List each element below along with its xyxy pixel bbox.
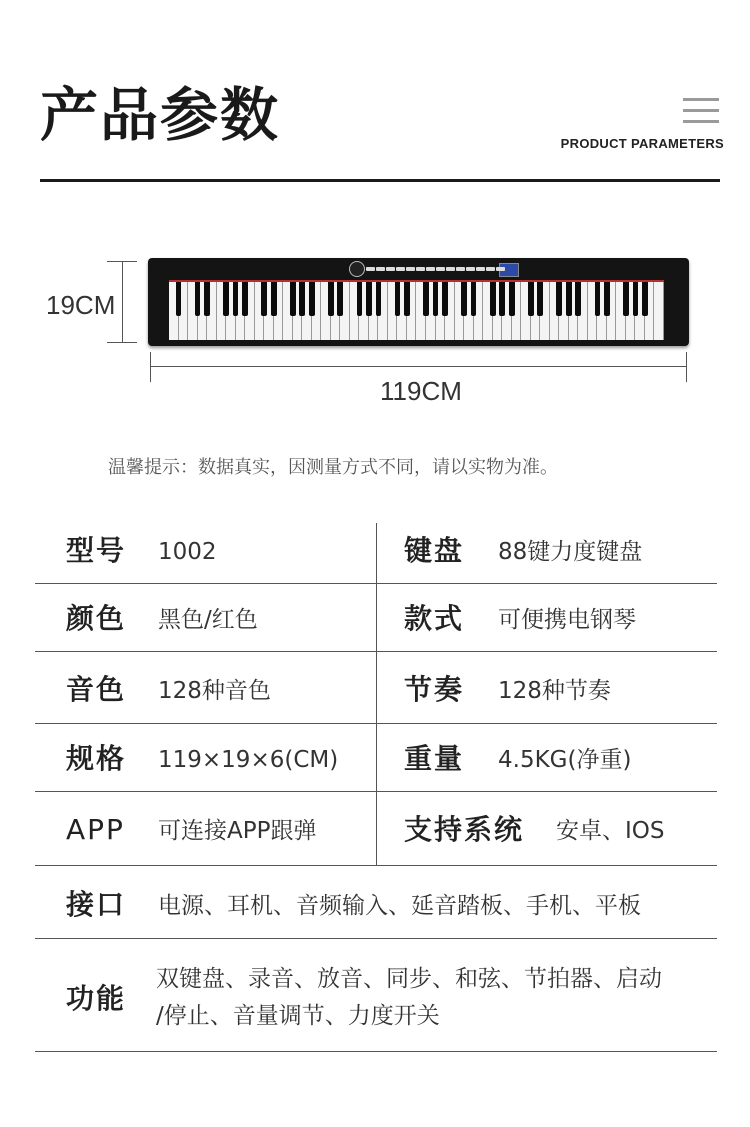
- width-label: 119CM: [380, 376, 462, 406]
- width-dimension-right-tick: [686, 352, 687, 382]
- black-key: [309, 282, 315, 316]
- tone-value: 128种音色: [158, 678, 271, 704]
- menu-icon[interactable]: [683, 98, 719, 124]
- black-key: [595, 282, 601, 316]
- rhythm-label: 节奏: [404, 673, 465, 706]
- black-key: [442, 282, 448, 316]
- black-key: [271, 282, 277, 316]
- black-key: [223, 282, 229, 316]
- black-key: [461, 282, 467, 316]
- black-key: [423, 282, 429, 316]
- black-key: [395, 282, 401, 316]
- model-value: 1002: [158, 539, 217, 565]
- width-dimension-line: [150, 366, 686, 367]
- table-divider: [35, 938, 717, 939]
- piano-keys: [169, 280, 664, 340]
- panel-button-icon: [496, 267, 505, 271]
- control-panel: [148, 258, 689, 280]
- height-label: 19CM: [46, 290, 116, 320]
- table-divider: [35, 1051, 717, 1052]
- ports-label: 接口: [66, 888, 127, 921]
- black-key: [499, 282, 505, 316]
- panel-button-icon: [466, 267, 475, 271]
- black-key: [623, 282, 629, 316]
- keyboard-product-image: [148, 258, 689, 346]
- page-title: 产品参数: [40, 81, 281, 149]
- black-key: [195, 282, 201, 316]
- style-value: 可便携电钢琴: [498, 607, 636, 633]
- features-value-line2: /停止、音量调节、力度开关: [156, 1003, 440, 1029]
- width-dimension-left-tick: [150, 352, 151, 382]
- black-key: [509, 282, 515, 316]
- table-column-divider: [376, 523, 377, 865]
- style-label: 款式: [404, 602, 465, 635]
- keyboard-label: 键盘: [404, 534, 465, 567]
- system-label: 支持系统: [404, 813, 525, 846]
- black-key: [176, 282, 182, 316]
- size-value: 119×19×6(CM): [158, 747, 339, 773]
- height-dimension-bottom-tick: [107, 342, 137, 343]
- panel-button-icon: [426, 267, 435, 271]
- panel-button-icon: [436, 267, 445, 271]
- black-key: [328, 282, 334, 316]
- black-key: [204, 282, 210, 316]
- black-key: [404, 282, 410, 316]
- black-key: [433, 282, 439, 316]
- black-key: [556, 282, 562, 316]
- black-key: [566, 282, 572, 316]
- black-key: [604, 282, 610, 316]
- black-key: [233, 282, 239, 316]
- header-divider: [40, 179, 720, 182]
- black-key: [299, 282, 305, 316]
- panel-button-icon: [366, 267, 375, 271]
- black-key: [642, 282, 648, 316]
- model-label: 型号: [66, 534, 127, 567]
- page-subtitle: PRODUCT PARAMETERS: [560, 136, 724, 151]
- black-key: [633, 282, 639, 316]
- color-label: 颜色: [66, 602, 127, 635]
- panel-button-icon: [456, 267, 465, 271]
- panel-button-icon: [486, 267, 495, 271]
- features-value-line1: 双键盘、录音、放音、同步、和弦、节拍器、启动: [156, 966, 662, 992]
- height-dimension-line: [122, 261, 123, 343]
- black-key: [242, 282, 248, 316]
- rhythm-value: 128种节奏: [498, 678, 611, 704]
- panel-button-icon: [476, 267, 485, 271]
- size-label: 规格: [66, 742, 127, 775]
- tone-label: 音色: [66, 673, 127, 706]
- app-label: APP: [66, 813, 125, 846]
- black-key: [471, 282, 477, 316]
- app-value: 可连接APP跟弹: [158, 818, 317, 844]
- volume-knob-icon: [349, 261, 365, 277]
- keyboard-value: 88键力度键盘: [498, 539, 643, 565]
- panel-button-icon: [376, 267, 385, 271]
- color-value: 黑色/红色: [158, 607, 258, 633]
- black-key: [537, 282, 543, 316]
- panel-button-icon: [386, 267, 395, 271]
- black-key: [490, 282, 496, 316]
- black-key: [290, 282, 296, 316]
- tip-text: 温馨提示：数据真实，因测量方式不同，请以实物为准。: [108, 457, 558, 478]
- table-divider: [35, 865, 717, 866]
- panel-button-icon: [396, 267, 405, 271]
- panel-button-icon: [446, 267, 455, 271]
- panel-button-icon: [406, 267, 415, 271]
- black-key: [337, 282, 343, 316]
- ports-value: 电源、耳机、音频输入、延音踏板、手机、平板: [158, 893, 641, 919]
- black-key: [261, 282, 267, 316]
- features-label: 功能: [66, 982, 127, 1015]
- panel-button-icon: [416, 267, 425, 271]
- height-dimension-top-tick: [107, 261, 137, 262]
- system-value: 安卓、IOS: [556, 818, 665, 844]
- weight-label: 重量: [404, 742, 465, 775]
- black-key: [366, 282, 372, 316]
- black-key: [357, 282, 363, 316]
- black-key: [376, 282, 382, 316]
- black-key: [528, 282, 534, 316]
- weight-value: 4.5KG(净重): [498, 747, 632, 773]
- white-key: [654, 282, 664, 340]
- black-key: [575, 282, 581, 316]
